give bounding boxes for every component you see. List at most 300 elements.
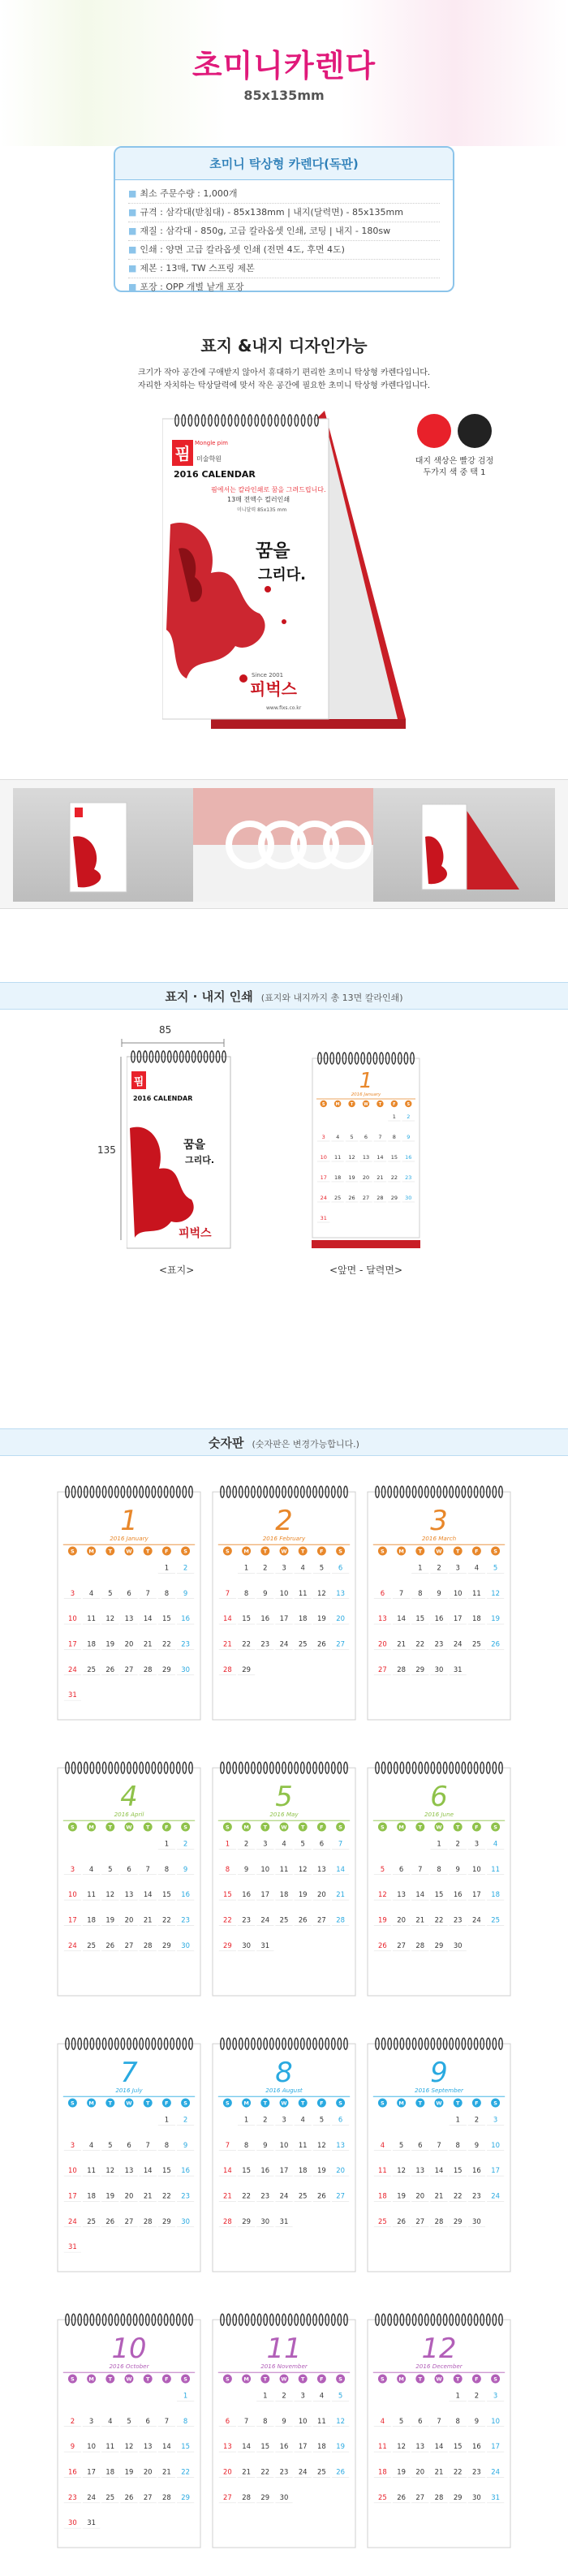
weekday-label: F bbox=[393, 1102, 396, 1107]
day-number: 1 bbox=[183, 2391, 188, 2400]
day-number: 24 bbox=[491, 2467, 500, 2476]
weekday-label: S bbox=[493, 2100, 497, 2107]
month-number: 10 bbox=[111, 2333, 147, 2364]
weekday-label: M bbox=[243, 1548, 249, 1555]
weekday-label: S bbox=[338, 1548, 342, 1555]
day-number: 6 bbox=[338, 2115, 343, 2124]
day-number: 16 bbox=[453, 1890, 463, 1899]
day-number: 27 bbox=[317, 1915, 326, 1924]
day-number: 13 bbox=[317, 1864, 326, 1873]
day-number: 29 bbox=[434, 1941, 444, 1949]
day-number: 20 bbox=[362, 1174, 370, 1181]
photo-spiral-closeup bbox=[193, 788, 373, 902]
day-number: 27 bbox=[362, 1195, 370, 1201]
day-number: 19 bbox=[378, 1915, 387, 1924]
day-number: 5 bbox=[108, 2140, 113, 2149]
day-number: 28 bbox=[143, 1941, 153, 1949]
day-number: 18 bbox=[279, 1890, 289, 1899]
day-number: 28 bbox=[397, 1665, 406, 1674]
day-number: 14 bbox=[415, 1890, 425, 1899]
day-number: 7 bbox=[164, 2416, 170, 2425]
day-number: 25 bbox=[105, 2492, 115, 2501]
day-number: 10 bbox=[68, 1614, 77, 1623]
spec-key: 포장 bbox=[140, 282, 157, 292]
day-number: 30 bbox=[279, 2492, 289, 2501]
day-number: 5 bbox=[338, 2391, 343, 2400]
day-number: 2 bbox=[183, 1563, 188, 1572]
day-number: 3 bbox=[493, 2115, 498, 2124]
day-number: 23 bbox=[472, 2191, 481, 2200]
weekday-label: W bbox=[126, 2100, 132, 2107]
day-number: 11 bbox=[87, 1614, 96, 1623]
weekday-label: S bbox=[71, 2100, 75, 2107]
spec-key: 규격 bbox=[140, 207, 157, 218]
month-page-10 bbox=[57, 2305, 201, 2548]
day-number: 28 bbox=[223, 1665, 232, 1674]
weekday-label: T bbox=[455, 2100, 460, 2107]
weekday-label: T bbox=[455, 1824, 460, 1831]
weekday-label: S bbox=[183, 1824, 187, 1831]
day-number: 25 bbox=[378, 2492, 387, 2501]
day-number: 24 bbox=[68, 1941, 77, 1949]
month-page-9 bbox=[367, 2029, 511, 2272]
day-number: 17 bbox=[260, 1890, 270, 1899]
day-number: 20 bbox=[378, 1639, 387, 1648]
width-guide bbox=[120, 1039, 226, 1047]
weekday-label: T bbox=[108, 2376, 113, 2383]
day-number: 2 bbox=[183, 1839, 188, 1848]
weekday-label: F bbox=[320, 2376, 324, 2383]
day-number: 4 bbox=[493, 1839, 498, 1848]
month-number: 1 bbox=[359, 1069, 373, 1093]
day-number: 30 bbox=[260, 2216, 270, 2225]
bullet-icon: ■ bbox=[128, 263, 137, 274]
day-number: 25 bbox=[317, 2467, 326, 2476]
spec-key: 제본 bbox=[140, 263, 157, 274]
day-number: 29 bbox=[453, 2492, 463, 2501]
day-number: 8 bbox=[243, 1588, 249, 1597]
weekday-label: W bbox=[281, 2376, 287, 2383]
day-number: 2 bbox=[474, 2391, 480, 2400]
desc-line-2: 자리한 자치하는 탁상달력에 맞서 작은 공간에 필요한 초미니 탁상형 카렌다입니다. bbox=[137, 381, 431, 390]
day-number: 10 bbox=[320, 1154, 327, 1161]
day-number: 20 bbox=[124, 1639, 134, 1648]
day-number: 15 bbox=[181, 2442, 190, 2451]
day-number: 8 bbox=[392, 1134, 396, 1140]
print-section bbox=[0, 982, 568, 1372]
month-name: 2016 December bbox=[415, 2363, 463, 2370]
day-number: 22 bbox=[453, 2467, 463, 2476]
weekday-label: T bbox=[145, 1824, 150, 1831]
cover-logo: 피벅스 bbox=[250, 679, 297, 699]
cover-slogan-3: 미니달력 85x135 mm bbox=[237, 507, 287, 513]
day-number: 7 bbox=[225, 2140, 230, 2149]
day-number: 9 bbox=[455, 1864, 460, 1873]
day-number: 1 bbox=[225, 1839, 230, 1848]
bullet-icon: ■ bbox=[128, 226, 137, 236]
spec-key: 최소 주문수량 bbox=[140, 188, 195, 199]
day-number: 4 bbox=[88, 2140, 94, 2149]
print-header bbox=[0, 982, 568, 1010]
design-description bbox=[32, 367, 536, 393]
day-number: 11 bbox=[472, 1588, 481, 1597]
day-number: 26 bbox=[105, 1941, 115, 1949]
day-number: 7 bbox=[145, 1864, 150, 1873]
month-number: 4 bbox=[120, 1781, 138, 1812]
weekday-label: T bbox=[108, 2100, 113, 2107]
day-number: 29 bbox=[162, 1665, 171, 1674]
day-number: 30 bbox=[68, 2518, 77, 2527]
weekday-label: W bbox=[281, 2100, 287, 2107]
day-number: 1 bbox=[243, 1563, 249, 1572]
day-number: 3 bbox=[282, 1563, 286, 1572]
day-number: 1 bbox=[437, 1839, 441, 1848]
color-note-line-1: 대지 색상은 빨강 검정 bbox=[415, 457, 494, 466]
day-number: 11 bbox=[105, 2442, 115, 2451]
day-number: 21 bbox=[377, 1174, 384, 1181]
day-number: 9 bbox=[263, 1588, 268, 1597]
day-number: 26 bbox=[317, 2191, 326, 2200]
day-number: 16 bbox=[472, 2442, 481, 2451]
day-number: 14 bbox=[336, 1864, 345, 1873]
day-number: 7 bbox=[338, 1839, 343, 1848]
spec-row: ■ 제본 : 13매, TW 스프링 제본 bbox=[128, 260, 440, 278]
day-number: 28 bbox=[434, 2216, 444, 2225]
day-number: 27 bbox=[415, 2216, 425, 2225]
stand-color-options bbox=[406, 414, 503, 479]
day-number: 25 bbox=[378, 2216, 387, 2225]
day-number: 4 bbox=[300, 1563, 305, 1572]
day-number: 29 bbox=[162, 2216, 171, 2225]
day-number: 30 bbox=[181, 1941, 190, 1949]
cover-since: Since 2001 bbox=[252, 672, 284, 678]
weekday-label: T bbox=[455, 1548, 460, 1555]
day-number: 12 bbox=[124, 2442, 134, 2451]
weekday-label: T bbox=[300, 1824, 305, 1831]
day-number: 9 bbox=[183, 1588, 188, 1597]
month-page-8 bbox=[212, 2029, 356, 2272]
day-number: 18 bbox=[334, 1174, 342, 1181]
day-number: 1 bbox=[455, 2391, 460, 2400]
day-number: 9 bbox=[282, 2416, 286, 2425]
day-number: 19 bbox=[105, 1639, 115, 1648]
day-number: 15 bbox=[242, 2166, 251, 2175]
day-number: 28 bbox=[242, 2492, 251, 2501]
weekday-label: T bbox=[300, 2100, 305, 2107]
day-number: 28 bbox=[434, 2492, 444, 2501]
day-number: 9 bbox=[263, 2140, 268, 2149]
day-number: 25 bbox=[87, 2216, 96, 2225]
day-number: 5 bbox=[108, 1864, 113, 1873]
day-number: 24 bbox=[298, 2467, 308, 2476]
day-number: 31 bbox=[320, 1215, 327, 1221]
weekday-label: F bbox=[320, 1548, 324, 1555]
day-number: 17 bbox=[279, 2166, 289, 2175]
day-number: 31 bbox=[260, 1941, 270, 1949]
day-number: 14 bbox=[377, 1154, 384, 1161]
weekday-label: S bbox=[338, 1824, 342, 1831]
day-number: 26 bbox=[397, 2492, 406, 2501]
day-number: 27 bbox=[378, 1665, 387, 1674]
weekday-label: F bbox=[475, 1824, 479, 1831]
height-guide bbox=[117, 1055, 125, 1242]
day-number: 22 bbox=[390, 1174, 398, 1181]
day-number: 2 bbox=[263, 1563, 268, 1572]
color-note bbox=[406, 456, 503, 479]
day-number: 28 bbox=[415, 1941, 425, 1949]
standing-calendar-illustration bbox=[162, 411, 438, 735]
day-number: 23 bbox=[453, 1915, 463, 1924]
weekday-label: M bbox=[88, 1824, 94, 1831]
day-number: 10 bbox=[472, 1864, 481, 1873]
day-number: 26 bbox=[317, 1639, 326, 1648]
month-name: 2016 November bbox=[260, 2363, 308, 2370]
spec-key: 재질 bbox=[140, 226, 157, 236]
thumb-quote-2: 그리다. bbox=[185, 1155, 215, 1165]
day-number: 24 bbox=[472, 1915, 481, 1924]
day-number: 23 bbox=[260, 2191, 270, 2200]
day-number: 11 bbox=[279, 1864, 289, 1873]
day-number: 17 bbox=[491, 2442, 500, 2451]
weekday-label: T bbox=[263, 1824, 268, 1831]
color-swatch-black[interactable] bbox=[458, 414, 492, 448]
day-number: 17 bbox=[298, 2442, 308, 2451]
weekday-label: F bbox=[165, 1824, 169, 1831]
day-number: 7 bbox=[437, 2140, 441, 2149]
paint-drop bbox=[282, 619, 286, 624]
page-title: 초미니카렌다 bbox=[191, 48, 377, 84]
day-number: 5 bbox=[493, 1563, 498, 1572]
day-number: 9 bbox=[183, 1864, 188, 1873]
month-name: 2016 April bbox=[114, 1811, 144, 1818]
color-swatch-red[interactable] bbox=[417, 414, 451, 448]
bullet-icon: ■ bbox=[128, 188, 137, 199]
day-number: 17 bbox=[320, 1174, 327, 1181]
day-number: 11 bbox=[87, 2166, 96, 2175]
day-number: 7 bbox=[378, 1134, 382, 1140]
day-number: 21 bbox=[336, 1890, 345, 1899]
day-number: 24 bbox=[68, 1665, 77, 1674]
day-number: 8 bbox=[263, 2416, 268, 2425]
weekday-label: W bbox=[126, 1824, 132, 1831]
photo-calendar-front bbox=[13, 788, 193, 902]
weekday-label: M bbox=[398, 1824, 404, 1831]
day-number: 15 bbox=[162, 2166, 171, 2175]
day-number: 27 bbox=[124, 1665, 134, 1674]
day-number: 12 bbox=[317, 1588, 326, 1597]
bullet-icon: ■ bbox=[128, 282, 137, 292]
weekday-label: T bbox=[378, 1102, 382, 1107]
day-number: 3 bbox=[300, 2391, 305, 2400]
day-number: 20 bbox=[124, 2191, 134, 2200]
day-number: 26 bbox=[491, 1639, 500, 1648]
weekday-label: T bbox=[350, 1102, 354, 1107]
day-number: 7 bbox=[145, 2140, 150, 2149]
day-number: 16 bbox=[472, 2166, 481, 2175]
day-number: 9 bbox=[70, 2442, 75, 2451]
weekday-label: F bbox=[165, 2376, 169, 2383]
day-number: 18 bbox=[87, 1639, 96, 1648]
day-number: 8 bbox=[455, 2416, 460, 2425]
day-number: 6 bbox=[127, 1588, 131, 1597]
day-number: 2 bbox=[282, 2391, 286, 2400]
day-number: 8 bbox=[437, 1864, 441, 1873]
weekday-label: T bbox=[263, 1548, 268, 1555]
day-number: 6 bbox=[127, 2140, 131, 2149]
weekday-label: W bbox=[281, 1548, 287, 1555]
day-number: 7 bbox=[437, 2416, 441, 2425]
month-name: 2016 June bbox=[424, 1811, 454, 1818]
inner-caption: <앞면 - 달력면> bbox=[329, 1264, 403, 1276]
day-number: 13 bbox=[378, 1614, 387, 1623]
print-title: 표지 · 내지 인쇄 bbox=[165, 989, 253, 1004]
day-number: 16 bbox=[260, 1614, 270, 1623]
day-number: 16 bbox=[434, 1614, 444, 1623]
day-number: 6 bbox=[398, 1864, 404, 1873]
day-number: 23 bbox=[279, 2467, 289, 2476]
stand-base bbox=[312, 1240, 420, 1248]
day-number: 10 bbox=[260, 1864, 270, 1873]
day-number: 21 bbox=[143, 1639, 153, 1648]
day-number: 10 bbox=[453, 1588, 463, 1597]
day-number: 25 bbox=[87, 1941, 96, 1949]
month-page-11 bbox=[212, 2305, 356, 2548]
day-number: 5 bbox=[300, 1839, 305, 1848]
day-number: 20 bbox=[415, 2191, 425, 2200]
day-number: 13 bbox=[124, 2166, 134, 2175]
day-number: 28 bbox=[336, 1915, 345, 1924]
day-number: 6 bbox=[418, 2416, 423, 2425]
day-number: 22 bbox=[162, 1915, 171, 1924]
day-number: 29 bbox=[242, 2216, 251, 2225]
day-number: 29 bbox=[390, 1195, 398, 1201]
day-number: 22 bbox=[434, 1915, 444, 1924]
day-number: 25 bbox=[298, 1639, 308, 1648]
day-number: 18 bbox=[105, 2467, 115, 2476]
design-title: 표지 &내지 디자인가능 bbox=[200, 336, 368, 355]
weekday-label: S bbox=[226, 2376, 230, 2383]
hero-banner bbox=[0, 0, 568, 146]
product-photo-spiral bbox=[193, 788, 373, 902]
day-number: 16 bbox=[181, 1614, 190, 1623]
day-number: 4 bbox=[380, 2416, 385, 2425]
color-note-line-2: 두가지 색 중 택 1 bbox=[423, 468, 486, 477]
day-number: 14 bbox=[242, 2442, 251, 2451]
weekday-label: T bbox=[108, 1548, 113, 1555]
paint-drop bbox=[265, 586, 271, 592]
day-number: 3 bbox=[263, 1839, 268, 1848]
day-number: 22 bbox=[415, 1639, 425, 1648]
day-number: 8 bbox=[418, 1588, 423, 1597]
day-number: 13 bbox=[415, 2166, 425, 2175]
day-number: 30 bbox=[472, 2216, 481, 2225]
day-number: 2 bbox=[455, 1839, 460, 1848]
weekday-label: W bbox=[126, 2376, 132, 2383]
day-number: 20 bbox=[143, 2467, 153, 2476]
day-number: 25 bbox=[491, 1915, 500, 1924]
day-number: 27 bbox=[143, 2492, 153, 2501]
spec-row: ■ 규격 : 삼각대(받침대) - 85x138mm | 내지(달력면) - 85x135mm bbox=[128, 204, 440, 222]
day-number: 27 bbox=[397, 1941, 406, 1949]
day-number: 27 bbox=[336, 1639, 345, 1648]
day-number: 22 bbox=[453, 2191, 463, 2200]
cover-caption: <표지> bbox=[159, 1264, 195, 1276]
day-number: 21 bbox=[415, 1915, 425, 1924]
day-number: 4 bbox=[319, 2391, 325, 2400]
day-number: 28 bbox=[143, 1665, 153, 1674]
weekday-label: M bbox=[88, 1548, 94, 1555]
day-number: 4 bbox=[88, 1588, 94, 1597]
day-number: 24 bbox=[87, 2492, 96, 2501]
day-number: 3 bbox=[474, 1839, 480, 1848]
cover-quote-1: 꿈을 bbox=[256, 541, 290, 562]
day-number: 23 bbox=[181, 1639, 190, 1648]
weekday-label: T bbox=[108, 1824, 113, 1831]
day-number: 1 bbox=[164, 1563, 170, 1572]
day-number: 22 bbox=[181, 2467, 190, 2476]
number-board-section bbox=[0, 1428, 568, 2576]
day-number: 7 bbox=[145, 1588, 150, 1597]
day-number: 26 bbox=[378, 1941, 387, 1949]
cover-quote-2: 그리다. bbox=[258, 566, 307, 584]
day-number: 9 bbox=[407, 1134, 411, 1140]
day-number: 18 bbox=[378, 2467, 387, 2476]
month-page-2 bbox=[212, 1477, 356, 1721]
day-number: 2 bbox=[70, 2416, 75, 2425]
day-number: 8 bbox=[183, 2416, 188, 2425]
day-number: 25 bbox=[472, 1639, 481, 1648]
day-number: 3 bbox=[70, 1588, 75, 1597]
day-number: 5 bbox=[108, 1588, 113, 1597]
weekday-label: T bbox=[455, 2376, 460, 2383]
day-number: 22 bbox=[162, 1639, 171, 1648]
day-number: 28 bbox=[223, 2216, 232, 2225]
day-number: 18 bbox=[491, 1890, 500, 1899]
day-number: 15 bbox=[453, 2166, 463, 2175]
day-number: 15 bbox=[453, 2442, 463, 2451]
day-number: 13 bbox=[223, 2442, 232, 2451]
day-number: 12 bbox=[378, 1890, 387, 1899]
day-number: 8 bbox=[225, 1864, 230, 1873]
day-number: 13 bbox=[143, 2442, 153, 2451]
spec-row: ■ 포장 : OPP 개별 낱개 포장 bbox=[128, 282, 244, 292]
weekday-label: W bbox=[364, 1102, 368, 1107]
weekday-label: F bbox=[320, 1824, 324, 1831]
month-number: 7 bbox=[120, 2057, 138, 2088]
month-name: 2016 March bbox=[421, 1535, 457, 1542]
stand-side bbox=[325, 419, 398, 719]
paint-drop bbox=[239, 674, 247, 683]
bullet-icon: ■ bbox=[128, 244, 137, 255]
day-number: 11 bbox=[298, 2140, 308, 2149]
weekday-label: W bbox=[436, 2100, 442, 2107]
weekday-label: F bbox=[475, 2100, 479, 2107]
day-number: 3 bbox=[455, 1563, 460, 1572]
day-number: 14 bbox=[223, 2166, 232, 2175]
day-number: 14 bbox=[223, 1614, 232, 1623]
day-number: 29 bbox=[162, 1941, 171, 1949]
weekday-label: S bbox=[226, 1548, 230, 1555]
day-number: 31 bbox=[491, 2492, 500, 2501]
day-number: 16 bbox=[181, 2166, 190, 2175]
day-number: 24 bbox=[68, 2216, 77, 2225]
weekday-label: T bbox=[145, 2100, 150, 2107]
weekday-label: W bbox=[436, 1824, 442, 1831]
day-number: 10 bbox=[491, 2140, 500, 2149]
day-number: 21 bbox=[223, 1639, 232, 1648]
day-number: 26 bbox=[336, 2467, 345, 2476]
weekday-label: T bbox=[418, 2100, 423, 2107]
